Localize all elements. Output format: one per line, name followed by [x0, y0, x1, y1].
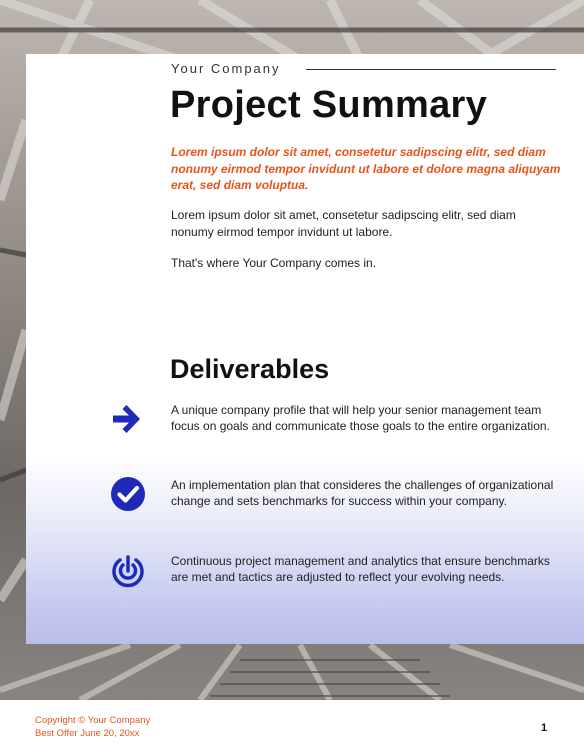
header-rule	[306, 69, 556, 70]
page-number: 1	[541, 722, 548, 734]
body-paragraph-1: Lorem ipsum dolor sit amet, consetetur sadipscing elitr, sed diam nonumy eirmod tempor invidunt ut labore.	[171, 208, 516, 239]
deliverable-item-2: An implementation plan that consideres the challenges of organizational change and sets benchmarks for success within your company.	[171, 478, 554, 508]
deliverable-item-3: Continuous project management and analytics that ensure benchmarks are met and tactics are adjusted to reflect your evolving needs.	[171, 554, 550, 584]
footer-copyright-block	[35, 714, 150, 740]
lead-paragraph: Lorem ipsum dolor sit amet, consetetur sadipscing elitr, sed diam nonumy eirmod tempor invidunt ut labore et dolore magna aliquyam erat, sed diam voluptua.	[171, 145, 561, 192]
deliverable-item-1: A unique company profile that will help your senior management team focus on goals and communicate those goals to the entire organization.	[171, 403, 550, 433]
target-icon	[109, 551, 147, 589]
footer-copyright: Copyright © Your Company	[35, 715, 151, 726]
footer-offer-date: Best Offer June 20, 20xx	[35, 728, 140, 739]
body-paragraph-2: That's where Your Company comes in.	[171, 256, 377, 270]
check-circle-icon	[109, 475, 147, 513]
arrow-right-icon	[109, 400, 147, 438]
deliverables-heading: Deliverables	[170, 354, 330, 384]
company-label: Your Company	[171, 61, 281, 76]
page-title: Project Summary	[170, 84, 488, 126]
